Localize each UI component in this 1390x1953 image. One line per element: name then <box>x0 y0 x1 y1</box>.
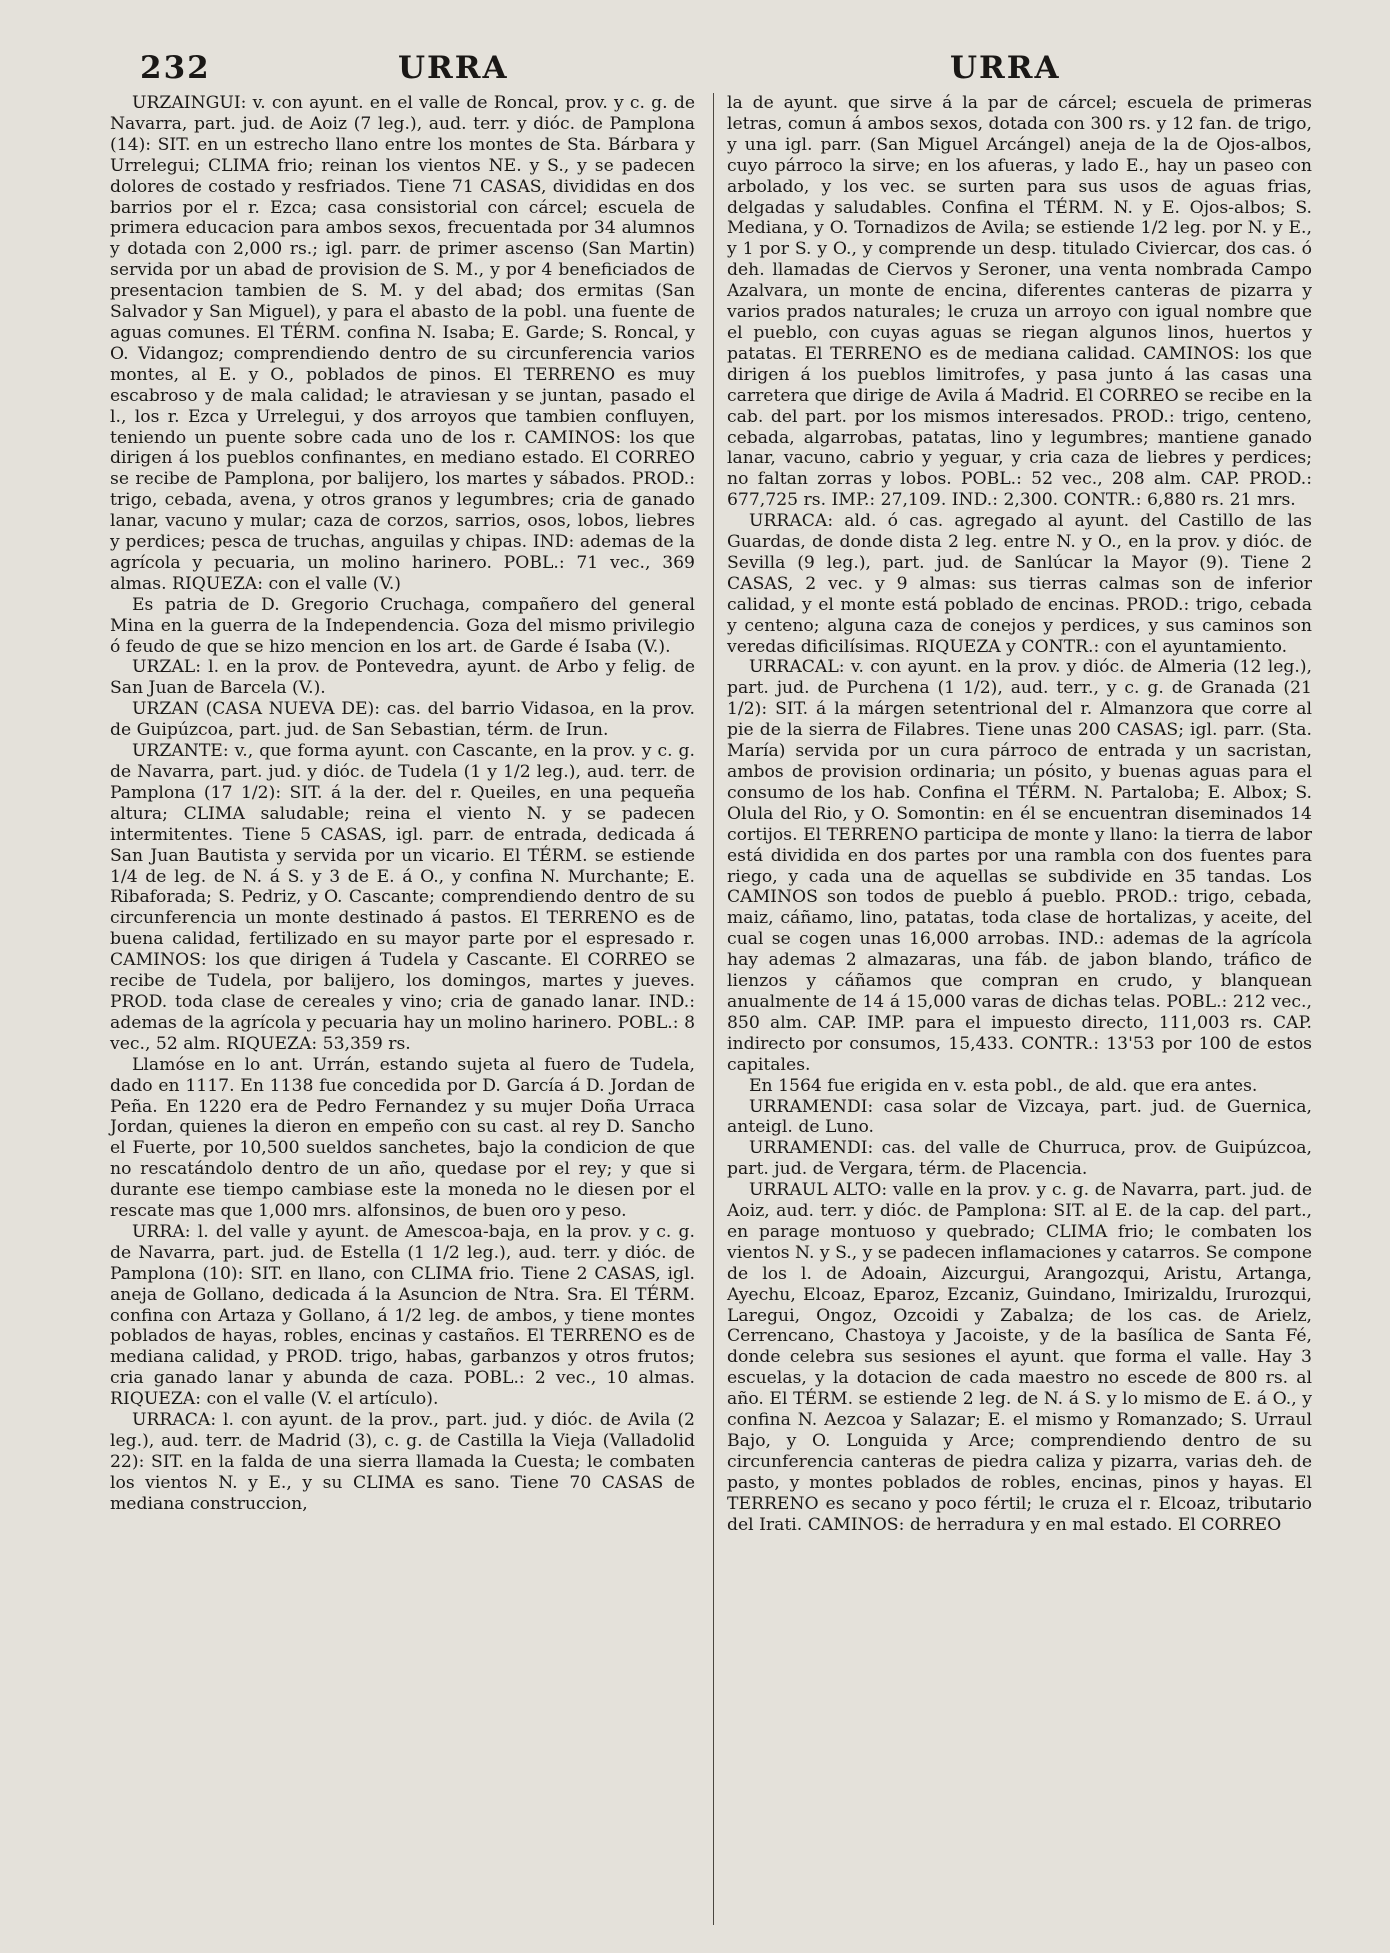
entry-text: (CASA NUEVA DE): cas. del barrio Vidasoa, en la prov. de Guipúzcoa, part. jud. de San Sebastian, térm. de Irun. <box>110 699 695 741</box>
entry-text: : valle en la prov. y c. g. de Navarra, part. jud. de Aoiz, aud. terr. y dióc. de Pamplona: SIT. al E. de la cap. del part., en parage montuoso y quebrado; CLIMA frio; le combaten los vientos N. y S., y se padecen inflamaciones y catarros. Se compone de los l. de Adoain, Aizcurgui, Arangozqui, Aristu, Artanga, Ayechu, Elcoaz, Eparoz, Ezcaniz, Guindano, Imirizaldu, Irurozqui, Laregui, Ongoz, Ozcoidi y Zabalza; de los cas. de Arielz, Cerrencano, Chastoya y Jacoiste, y de la basílica de Santa Fé, donde celebra sus sesiones el ayunt. que forma el valle. Hay 3 escuelas, y la dotacion de cada maestro no escede de 800 rs. al año. El TÉRM. se estiende 2 leg. de N. á S. y lo mismo de E. á O., y confina N. Aezcoa y Salazar; E. el mismo y Romanzado; S. Urraul Bajo, y O. Longuida y Arce; comprendiendo dentro de su circunferencia canteras de piedra caliza y pizarra, varias deh. de pasto, y montes poblados de robles, encinas, pinos y hayas. El TERRENO es secano y poco fértil; le cruza el r. Elcoaz, tributario del Irati. CAMINOS: de herradura y en mal estado. El CORREO <box>727 1180 1312 1535</box>
headword: URRA <box>132 1221 185 1242</box>
running-head-right: URRA <box>950 50 1061 86</box>
entry-text: : ald. ó cas. agregado al ayunt. del Castillo de las Guardas, de donde dista 2 leg. entre N. y O., en la prov. y dióc. de Sevilla (9 leg.), part. jud. de Sanlúcar la Mayor (9). Tiene 2 CASAS, 2 vec. y 9 almas: sus tierras calmas son de inferior calidad, y el monte está poblado de encinas. PROD.: trigo, cebada y centeno; alguna caza de conejos y perdices, y sus caminos son veredas dificilísimas. RIQUEZA y CONTR.: con el ayuntamiento. <box>727 511 1312 657</box>
entry-urzaingui <box>110 93 695 595</box>
entry-urraca-avila <box>110 1410 695 1515</box>
running-head-left: URRA <box>398 50 509 86</box>
entry-urra <box>110 1222 695 1410</box>
column-divider <box>713 93 714 1925</box>
entry-text: : v. con ayunt. en el valle de Roncal, prov. y c. g. de Navarra, part. jud. de Aoiz (7 leg.), aud. terr. y dióc. de Pamplona (14): SIT. en un estrecho llano entre los montes de Sta. Bárbara y Urrelegui; CLIMA frio; reinan los vientos NE. y S., y se padecen dolores de costado y resfriados. Tiene 71 CASAS, divididas en dos barrios por el r. Ezca; casa consistorial con cárcel; escuela de primera educacion para ambos sexos, frecuentada por 34 alumnos y dotada con 2,000 rs.; igl. parr. de primer ascenso (San Martin) servida por un abad de provision de S. M., y por 4 beneficiados de presentacion tambien de S. M. y del abad; dos ermitas (San Salvador y San Miguel), y para el abasto de la pobl. una fuente de aguas comunes. El TÉRM. confina N. Isaba; E. Garde; S. Roncal, y O. Vidangoz; comprendiendo dentro de su circunferencia varios montes, al E. y O., poblados de pinos. El TERRENO es muy escabroso y de mala calidad; le atraviesan y se juntan, pasado el l., los r. Ezca y Urrelegui, y dos arroyos que tambien confluyen, teniendo un puente sobre cada uno de los r. CAMINOS: los que dirigen á los pueblos confinantes, en mediano estado. El CORREO se recibe de Pamplona, por balijero, los martes y sábados. PROD.: trigo, cebada, avena, y otros granos y legumbres; cria de ganado lanar, vacuno y mular; caza de corzos, sarrios, osos, lobos, liebres y perdices; pesca de truchas, anguilas y chipas. IND: ademas de la agrícola y pecuaria, un molino harinero. POBL.: 71 vec., 369 almas. RIQUEZA: con el valle (V.) <box>110 93 695 594</box>
headword: URRAUL ALTO <box>749 1180 882 1201</box>
entry-urzan <box>110 699 695 741</box>
entry-urracal <box>727 657 1312 1075</box>
entry-urzal <box>110 657 695 699</box>
entry-text: : casa solar de Vizcaya, part. jud. de Guernica, anteigl. de Luno. <box>727 1096 1312 1138</box>
entry-urraca-sevilla <box>727 511 1312 657</box>
entry-text: la de ayunt. que sirve á la par de cárcel; escuela de primeras letras, comun á ambos sexos, dotada con 300 rs. y 12 fan. de trigo, y una igl. parr. (San Miguel Arcángel) aneja de la de Ojos-albos, cuyo párroco la sirve; en los afueras, y lado E., hay un paseo con arbolado, y los vec. se surten para sus usos de aguas frias, delgadas y saludables. Confina el TÉRM. N. y E. Ojos-albos; S. Mediana, y O. Tornadizos de Avila; se estiende 1/2 leg. por N. y E., y 1 por S. y O., y comprende un desp. titulado Civiercar, dos cas. ó deh. llamadas de Ciervos y Seroner, una venta nombrada Campo Azalvara, un monte de encina, diferentes canteras de pizarra y varios prados naturales; le cruza un arroyo con igual nombre que el pueblo, con cuyas aguas se riegan algunos linos, huertos y patatas. El TERRENO es de mediana calidad. CAMINOS: los que dirigen á los pueblos limitrofes, y pasa junto á las casas una carretera que dirige de Avila á Madrid. El CORREO se recibe en la cab. del part. por los mismos interesados. PROD.: trigo, centeno, cebada, algarrobas, patatas, lino y legumbres; mantiene ganado lanar, vacuno, cabrio y yeguar, y cria caza de liebres y perdices; no faltan zorras y lobos. POBL.: 52 vec., 208 alm. CAP. PROD.: 677,725 rs. IMP.: 27,109. IND.: 2,300. CONTR.: 6,880 rs. 21 mrs. <box>727 93 1312 511</box>
entry-text: : cas. del valle de Churruca, prov. de Guipúzcoa, part. jud. de Vergara, térm. de Placencia. <box>727 1138 1312 1180</box>
entry-urzante-history <box>110 1055 695 1222</box>
entry-urramendi-vizcaya <box>727 1097 1312 1139</box>
entry-urzaingui-note <box>110 595 695 658</box>
entry-text: : l. con ayunt. de la prov., part. jud. y dióc. de Avila (2 leg.), aud. terr. de Madrid (3), c. g. de Castilla la Vieja (Valladolid 22): SIT. en la falda de una sierra llamada la Cuesta; le combaten los vientos N. y E., y su CLIMA es sano. Tiene 70 CASAS de mediana construccion, <box>110 1410 695 1514</box>
headword: URRACAL <box>749 657 839 678</box>
entry-text: : l. del valle y ayunt. de Amescoa-baja, en la prov. y c. g. de Navarra, part. jud. de Estella (1 1/2 leg.), aud. terr. y dióc. de Pamplona (10): SIT. en llano, con CLIMA frio. Tiene 2 CASAS, igl. aneja de Gollano, dedicada á la Asuncion de Ntra. Sra. El TÉRM. confina con Artaza y Gollano, á 1/2 leg. de ambos, y tiene montes poblados de hayas, robles, encinas y castaños. El TERRENO es de mediana calidad, y PROD. trigo, habas, garbanzos y otros frutos; cria ganado lanar y abunda de caza. POBL.: 2 vec., 10 almas. RIQUEZA: con el valle (V. el artículo). <box>110 1221 695 1410</box>
left-column <box>110 93 695 1515</box>
entry-urraca-avila-continued <box>727 93 1312 511</box>
entry-text: : l. en la prov. de Pontevedra, ayunt. de Arbo y felig. de San Juan de Barcela (V.). <box>110 657 695 699</box>
page-number: 232 <box>140 50 211 86</box>
right-column <box>727 93 1312 1536</box>
entry-urracal-history <box>727 1076 1312 1097</box>
entry-urzante <box>110 741 695 1055</box>
headword: URRAMENDI <box>749 1096 868 1117</box>
headword: URZAN <box>132 699 199 720</box>
headword: URRACA <box>749 511 828 532</box>
headword: URRACA <box>132 1410 211 1431</box>
entry-text: Es patria de D. Gregorio Cruchaga, compañero del general Mina en la guerra de la Independencia. Goza del mismo privilegio ó feudo de que se hizo mencion en los art. de Garde é Isaba (V.). <box>110 594 695 657</box>
headword: URZAL <box>132 657 196 678</box>
entry-text: En 1564 fue erigida en v. esta pobl., de ald. que era antes. <box>749 1075 1258 1096</box>
headword: URZANTE <box>132 741 223 762</box>
entry-urraul-alto <box>727 1180 1312 1535</box>
headword: URRAMENDI <box>749 1138 868 1159</box>
headword: URZAINGUI <box>132 93 241 113</box>
entry-text: Llamóse en lo ant. Urrán, estando sujeta al fuero de Tudela, dado en 1117. En 1138 fue concedida por D. García á D. Jordan de Peña. En 1220 era de Pedro Fernandez y su mujer Doña Urraca Jordan, quienes la dieron en empeño con su cast. al rey D. Sancho el Fuerte, por 10,500 sueldos sanchetes, bajo la condicion de que no rescatándolo dentro de un año, quedase por el rey; y que si durante ese tiempo cambiase este la moneda no le diesen por el rescate mas que 1,000 mrs. alfonsinos, de buen oro y peso. <box>110 1054 695 1222</box>
entry-text: : v., que forma ayunt. con Cascante, en la prov. y c. g. de Navarra, part. jud. y dióc. de Tudela (1 y 1/2 leg.), aud. terr. de Pamplona (17 1/2): SIT. á la der. del r. Queiles, en una pequeña altura; CLIMA saludable; reina el viento N. y se padecen intermitentes. Tiene 5 CASAS, igl. parr. de entrada, dedicada á San Juan Bautista y servida por un vicario. El TÉRM. se estiende 1/4 de leg. de N. á S. y 3 de E. á O., y confina N. Murchante; E. Ribaforada; S. Pedriz, y O. Cascante; comprendiendo dentro de su circunferencia un monte destinado á pastos. El TERRENO es de buena calidad, fertilizado en su mayor parte por el espresado r. CAMINOS: los que dirigen á Tudela y Cascante. El CORREO se recibe de Tudela, por balijero, los domingos, martes y jueves. PROD. toda clase de cereales y vino; cria de ganado lanar. IND.: ademas de la agrícola y pecuaria hay un molino harinero. POBL.: 8 vec., 52 alm. RIQUEZA: 53,359 rs. <box>110 741 695 1054</box>
entry-urramendi-guipuzcoa <box>727 1138 1312 1180</box>
entry-text: : v. con ayunt. en la prov. y dióc. de Almeria (12 leg.), part. jud. de Purchena (1 1/2), aud. terr., y c. g. de Granada (21 1/2): SIT. á la márgen setentrional del r. Almanzora que corre al pie de la sierra de Filabres. Tiene unas 200 CASAS; igl. parr. (Sta. María) servida por un cura párroco de entrada y un sacristan, ambos de provision ordinaria; un pósito, y buenas aguas para el consumo de los hab. Confina el TÉRM. N. Partaloba; E. Albox; S. Olula del Rio, y O. Somontin: en él se encuentran diseminados 14 cortijos. El TERRENO participa de monte y llano: la tierra de labor está dividida en dos partes por una rambla con dos fuentes para riego, y cada una de aquellas se subdivide en 35 tandas. Los CAMINOS son todos de pueblo á pueblo. PROD.: trigo, cebada, maiz, cáñamo, lino, patatas, toda clase de hortalizas, y aceite, del cual se cogen unas 16,000 arrobas. IND.: ademas de la agrícola hay ademas 2 almazaras, una fáb. de jabon blando, tráfico de lienzos y cáñamos que compran en crudo, y blanquean anualmente de 14 á 15,000 varas de dichas telas. POBL.: 212 vec., 850 alm. CAP. IMP. para el impuesto directo, 111,003 rs. CAP. indirecto por consumos, 15,433. CONTR.: 13'53 por 100 de estos capitales. <box>727 657 1312 1075</box>
